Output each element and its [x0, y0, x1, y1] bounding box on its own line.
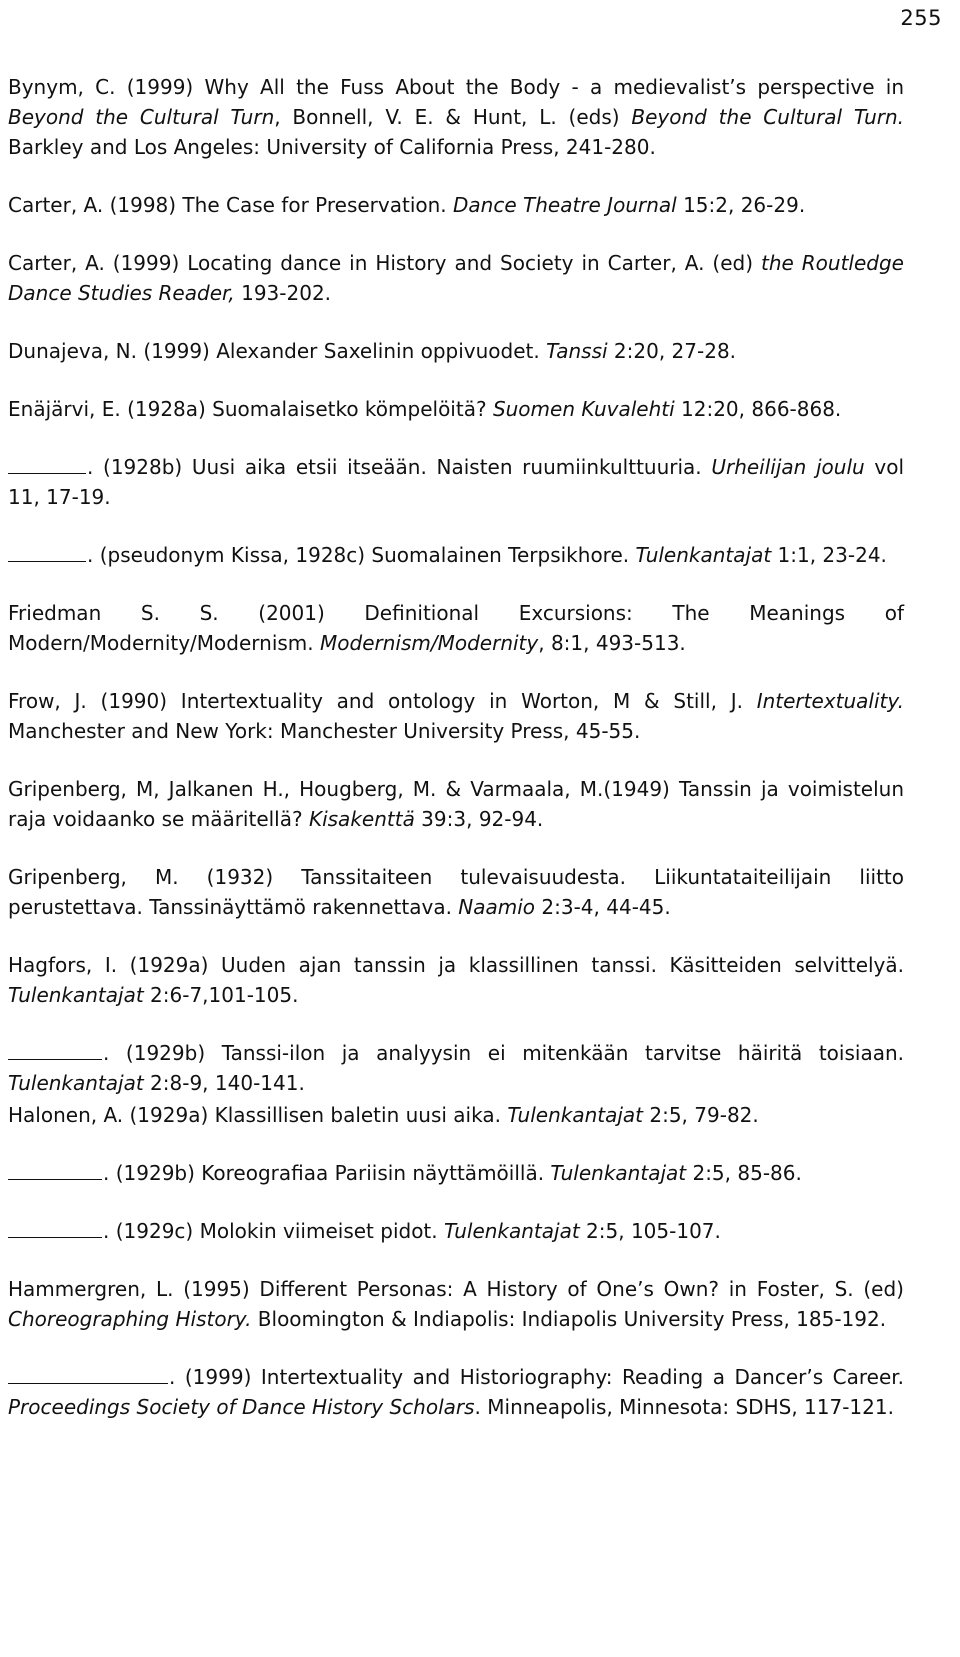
- ref-title: Intertextuality.: [756, 689, 904, 713]
- reference-entry: [8, 72, 904, 162]
- ref-text: Dunajeva, N. (1999) Alexander Saxelinin oppivuodet.: [8, 339, 547, 363]
- ref-text: 2:5, 79-82.: [643, 1103, 759, 1127]
- ref-title: Tulenkantajat: [8, 1071, 144, 1095]
- page-number: 255: [900, 6, 942, 30]
- ref-text: Frow, J. (1990) Intertextuality and ontology in Worton, M & Still, J.: [8, 689, 757, 713]
- ref-title: Proceedings Society of Dance History Scholars: [8, 1395, 475, 1419]
- ref-text: Gripenberg, M, Jalkanen H., Hougberg, M. & Varmaala, M.(1949) Tanssin ja voimistelun raja voidaanko se määritellä?: [8, 777, 904, 831]
- reference-entry: [8, 950, 904, 1010]
- reference-entry: [8, 774, 904, 834]
- ref-text: , Bonnell, V. E. & Hunt, L. (eds): [274, 105, 632, 129]
- repeat-author-rule: [8, 472, 86, 474]
- ref-title: Modernism/Modernity: [320, 631, 539, 655]
- ref-text: . (1999) Intertextuality and Historiography: Reading a Dancer’s Career.: [169, 1365, 904, 1389]
- ref-text: 2:6-7,101-105.: [143, 983, 299, 1007]
- ref-title: Suomen Kuvalehti: [492, 397, 675, 421]
- reference-entry: [8, 190, 904, 220]
- ref-text: Enäjärvi, E. (1928a) Suomalaisetko kömpelöitä?: [8, 397, 493, 421]
- reference-entry: [8, 248, 904, 308]
- reference-entry: [8, 1216, 904, 1246]
- ref-text: Bloomington & Indiapolis: Indiapolis University Press, 185-192.: [251, 1307, 887, 1331]
- repeat-author-rule: [8, 1178, 102, 1180]
- reference-entry: [8, 862, 904, 922]
- ref-text: Bynym, C. (1999) Why All the Fuss About the Body - a medievalist’s perspective in: [8, 75, 904, 99]
- ref-text: Manchester and New York: Manchester University Press, 45-55.: [8, 719, 641, 743]
- ref-title: Tulenkantajat: [507, 1103, 644, 1127]
- ref-text: 15:2, 26-29.: [676, 193, 806, 217]
- repeat-author-rule: [8, 1382, 168, 1384]
- ref-text: 39:3, 92-94.: [414, 807, 544, 831]
- ref-title: Tulenkantajat: [550, 1161, 687, 1185]
- ref-title: Tulenkantajat: [8, 983, 144, 1007]
- ref-title: the Routledge Dance Studies Reader,: [8, 251, 904, 305]
- ref-text: 2:20, 27-28.: [607, 339, 737, 363]
- repeat-author-rule: [8, 560, 86, 562]
- reference-entry: [8, 686, 904, 746]
- ref-text: . (1929b) Tanssi-ilon ja analyysin ei mitenkään tarvitse häiritä toisiaan.: [103, 1041, 904, 1065]
- ref-text: . (1929c) Molokin viimeiset pidot.: [103, 1219, 444, 1243]
- reference-entry: [8, 1100, 904, 1130]
- ref-title: Beyond the Cultural Turn.: [631, 105, 905, 129]
- ref-text: 2:8-9, 140-141.: [143, 1071, 305, 1095]
- ref-text: 2:5, 105-107.: [579, 1219, 721, 1243]
- ref-text: 1:1, 23-24.: [771, 543, 887, 567]
- ref-text: Hagfors, I. (1929a) Uuden ajan tanssin ja klassillinen tanssi. Käsitteiden selvittelyä.: [8, 953, 904, 977]
- ref-text: Carter, A. (1998) The Case for Preservation.: [8, 193, 454, 217]
- reference-entry: [8, 394, 904, 424]
- reference-entry: [8, 598, 904, 658]
- ref-text: . Minneapolis, Minnesota: SDHS, 117-121.: [474, 1395, 894, 1419]
- ref-title: Naamio: [458, 895, 536, 919]
- ref-title: Tulenkantajat: [635, 543, 772, 567]
- ref-text: 12:20, 866-868.: [674, 397, 842, 421]
- ref-title: Kisakenttä: [308, 807, 415, 831]
- reference-entry: [8, 1362, 904, 1422]
- ref-title: Beyond the Cultural Turn: [8, 105, 275, 129]
- ref-text: 193-202.: [234, 281, 332, 305]
- repeat-author-rule: [8, 1058, 102, 1060]
- reference-entry: [8, 1158, 904, 1188]
- ref-text: Hammergren, L. (1995) Different Personas: A History of One’s Own? in Foster, S. (ed): [8, 1277, 904, 1301]
- ref-text: Barkley and Los Angeles: University of California Press, 241-280.: [8, 135, 656, 159]
- ref-title: Choreographing History.: [8, 1307, 252, 1331]
- ref-text: Friedman S. S. (2001) Definitional Excursions: The Meanings of Modern/Modernity/Modernism.: [8, 601, 904, 655]
- ref-title: Tanssi: [546, 339, 608, 363]
- reference-entry: [8, 540, 904, 570]
- ref-text: vol 11, 17-19.: [8, 455, 904, 509]
- ref-title: Tulenkantajat: [444, 1219, 580, 1243]
- reference-entry: [8, 1038, 904, 1098]
- ref-title: Urheilijan joulu: [711, 455, 865, 479]
- reference-entry: [8, 336, 904, 366]
- reference-entry: [8, 452, 904, 512]
- ref-text: Halonen, A. (1929a) Klassillisen baletin uusi aika.: [8, 1103, 508, 1127]
- ref-text: 2:5, 85-86.: [686, 1161, 802, 1185]
- ref-text: . (1928b) Uusi aika etsii itseään. Naisten ruumiinkulttuuria.: [87, 455, 712, 479]
- reference-list: [8, 72, 904, 1422]
- ref-text: 2:3-4, 44-45.: [535, 895, 671, 919]
- ref-text: Gripenberg, M. (1932) Tanssitaiteen tulevaisuudesta. Liikuntataiteilijain liitto perustettava. Tanssinäyttämö rakennettava.: [8, 865, 904, 919]
- ref-text: . (1929b) Koreografiaa Pariisin näyttämöillä.: [103, 1161, 551, 1185]
- repeat-author-rule: [8, 1236, 102, 1238]
- ref-text: Carter, A. (1999) Locating dance in History and Society in Carter, A. (ed): [8, 251, 761, 275]
- reference-entry: [8, 1274, 904, 1334]
- ref-text: . (pseudonym Kissa, 1928c) Suomalainen Terpsikhore.: [87, 543, 636, 567]
- ref-title: Dance Theatre Journal: [453, 193, 677, 217]
- ref-text: , 8:1, 493-513.: [538, 631, 686, 655]
